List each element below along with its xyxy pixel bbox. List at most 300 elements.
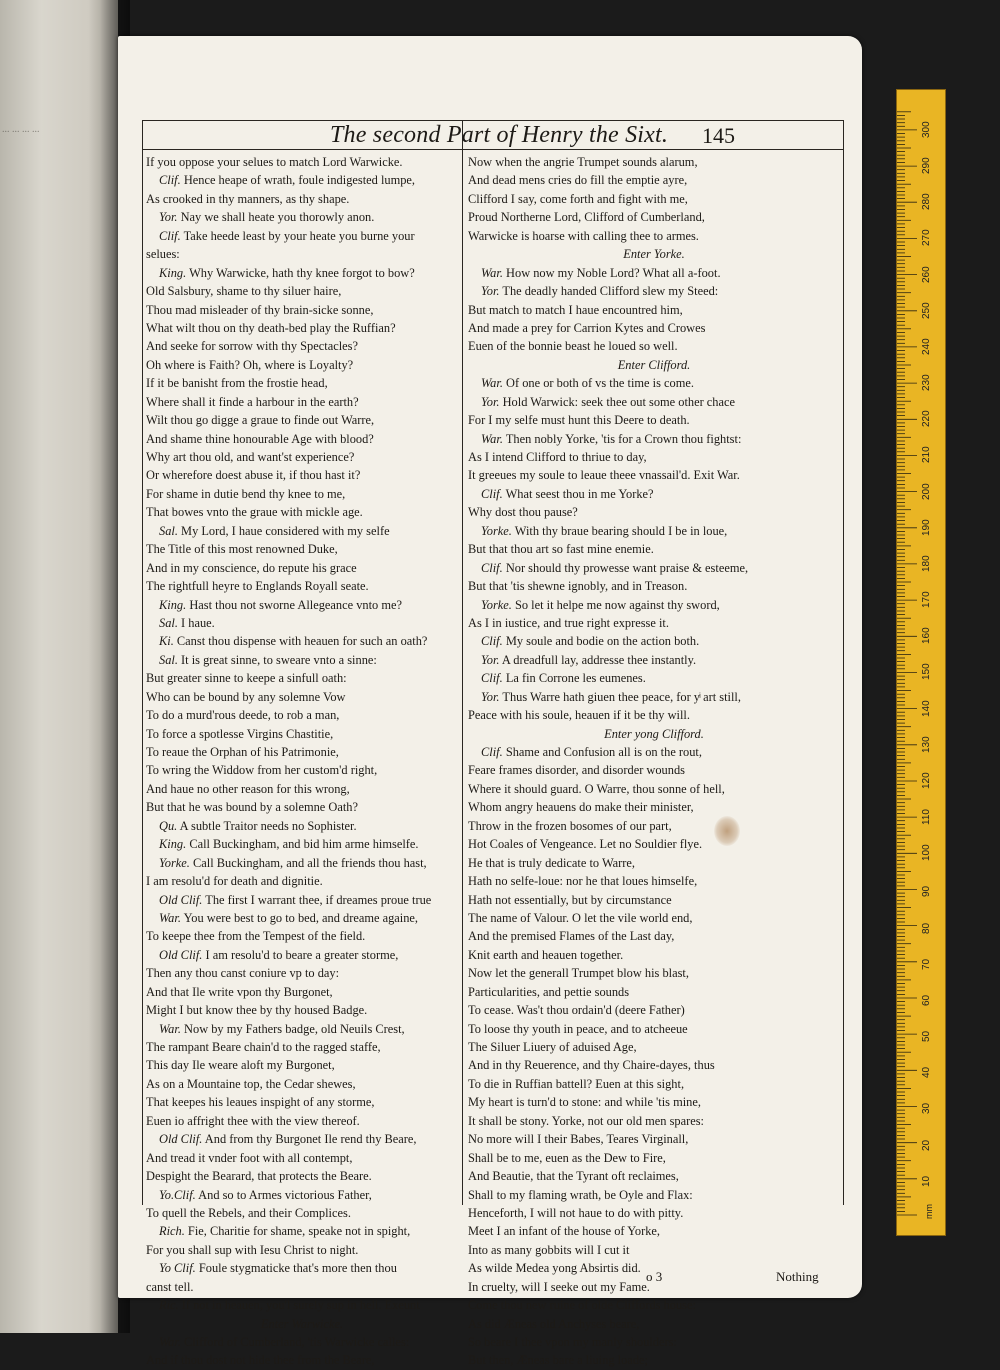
line-text: Thou mad misleader of thy brain-sicke sonne, [146, 302, 374, 317]
speaker-prefix: Clif. [481, 560, 503, 575]
verse-line [146, 264, 458, 282]
verse-line [468, 448, 840, 466]
line-text: He that is truly dedicate to Warre, [468, 855, 636, 870]
speaker-prefix: Clif. [481, 671, 503, 686]
ruler-label: 180 [921, 555, 932, 572]
ruler-label: 250 [921, 302, 932, 319]
speaker-prefix: Qu. [159, 818, 178, 833]
speaker-prefix: Yor. [481, 394, 500, 409]
title-rule [142, 149, 844, 150]
catchword: Nothing [776, 1269, 819, 1284]
verse-line [468, 1186, 840, 1204]
line-text: Clifford of Cumberland, 'tis Warwicke calles: [184, 1335, 410, 1349]
line-text: Knit earth and heauen together. [468, 947, 624, 962]
verse-line [468, 1112, 840, 1130]
verse-line [468, 743, 840, 761]
line-text: Where shall it finde a harbour in the earth? [146, 394, 359, 409]
line-text: And tread it vnder foot with all contempt, [146, 1150, 353, 1165]
verse-line [468, 227, 840, 245]
line-text: Then any thou canst coniure vp to day: [146, 966, 340, 981]
verse-line [146, 171, 458, 189]
line-text: But that he was bound by a solemne Oath? [146, 800, 358, 815]
running-title: The second Part of Henry the Sixt. [330, 122, 669, 148]
line-text: To force a spotlesse Virgins Chastitie, [146, 726, 334, 741]
verse-line [468, 891, 840, 909]
line-text: Or wherefore doest abuse it, if thou hast it? [146, 468, 361, 483]
speaker-prefix: King. [159, 597, 187, 612]
line-text: canst tell. [146, 1279, 194, 1294]
ruler-label: 80 [921, 922, 932, 934]
ruler-label: 230 [921, 374, 932, 392]
line-text: And haue no other reason for this wrong, [146, 781, 350, 796]
verse-line [146, 227, 458, 245]
line-text: I am resolu'd for death and dignitie. [146, 874, 323, 889]
verse-line [146, 393, 458, 411]
verse-line [468, 319, 840, 337]
facing-page-bleed-text: ... ... ... ... [2, 124, 40, 135]
line-text: Feare frames disorder, and disorder wounds [468, 763, 685, 778]
line-text: That bowes vnto the graue with mickle age. [146, 505, 363, 520]
speaker-prefix: Yo Clif. [159, 1261, 196, 1276]
ruler-label: 20 [921, 1139, 932, 1151]
verse-line [468, 540, 840, 558]
verse-line [146, 614, 458, 632]
verse-line [468, 983, 840, 1001]
line-text: Whom angry heauens do make their minister, [468, 800, 694, 815]
line-text: And that Ile write vpon thy Burgonet, [146, 984, 333, 999]
line-text: Shall be to me, euen as the Dew to Fire, [468, 1150, 666, 1165]
line-text: With thy braue bearing should I be in loue, [514, 523, 728, 538]
measuring-ruler [896, 89, 946, 1236]
ruler-label: 200 [921, 482, 932, 500]
speaker-prefix: Clif. [159, 173, 181, 188]
verse-line [146, 1259, 458, 1277]
verse-line [146, 891, 458, 909]
line-text: The rightfull heyre to Englands Royall seate. [146, 579, 369, 594]
verse-line [468, 153, 840, 171]
page-number: 145 [702, 123, 735, 148]
verse-line [468, 1020, 840, 1038]
verse-line [146, 1204, 458, 1222]
line-text: But then, Æneas bare a liuing loade; [468, 1353, 648, 1368]
line-text: As I in iustice, and true right expresse it. [468, 615, 669, 630]
speaker-prefix: War. [481, 265, 503, 280]
verse-line [468, 1001, 840, 1019]
verse-line [146, 1296, 458, 1314]
ruler-label: 160 [921, 627, 932, 645]
line-text: To wring the Widdow from her custom'd right, [146, 763, 378, 778]
verse-line [146, 540, 458, 558]
line-text: To die in Ruffian battell? Euen at this sight, [468, 1076, 685, 1091]
line-text: Old Salsbury, shame to thy siluer haire, [146, 284, 342, 299]
ruler-label: 290 [921, 157, 932, 175]
verse-line [468, 190, 840, 208]
ruler-label: 240 [921, 338, 932, 355]
line-text: My Lord, I haue considered with my selfe [181, 523, 390, 538]
speaker-prefix: Sal. [159, 523, 178, 538]
verse-line [146, 632, 458, 650]
line-text: And so to Armes victorious Father, [198, 1187, 372, 1202]
line-text: What seest thou in me Yorke? [505, 486, 654, 501]
line-text: The Siluer Liuery of aduised Age, [468, 1040, 637, 1054]
verse-line [468, 1075, 840, 1093]
ruler-label: 140 [921, 699, 932, 717]
line-text: How now my Noble Lord? What all a-foot. [506, 265, 721, 280]
verse-line [146, 1001, 458, 1019]
ruler-label: 300 [921, 121, 932, 138]
speaker-prefix: Clif. [481, 745, 503, 759]
right-text-column [468, 153, 840, 1370]
line-text: And in my conscience, do repute his grace [146, 560, 357, 575]
verse-line [146, 983, 458, 1001]
line-text: Hold Warwick: seek thee out some other chace [502, 394, 735, 409]
ruler-label: 280 [921, 193, 932, 211]
verse-line [146, 1038, 458, 1056]
line-text: But that thou art so fast mine enemie. [468, 542, 654, 557]
ruler-label: 110 [921, 809, 932, 826]
ruler-label: 40 [921, 1067, 932, 1079]
line-text: To quell the Rebels, and their Complices. [146, 1205, 351, 1220]
verse-line [468, 1241, 840, 1259]
line-text: And seeke for sorrow with thy Spectacles? [146, 339, 358, 354]
line-text: Thus Warre hath giuen thee peace, for yͥ art still, [502, 689, 741, 704]
verse-line [146, 319, 458, 337]
ruler-label: 50 [921, 1031, 932, 1043]
verse-line [468, 1149, 840, 1167]
ruler-label: 60 [921, 994, 932, 1006]
speaker-prefix: Yor. [481, 284, 500, 299]
line-text: To do a murd'rous deede, to rob a man, [146, 708, 340, 723]
line-text: This day Ile weare aloft my Burgonet, [146, 1058, 335, 1073]
ruler-unit: mm [924, 1204, 934, 1219]
line-text: If not in heauen, you'l surely sup in hell. Exeunt [181, 1298, 420, 1313]
stage-direction: Enter Yorke. [623, 247, 685, 262]
verse-line [146, 430, 458, 448]
verse-line [146, 466, 458, 484]
line-text: Why art thou old, and want'st experience? [146, 450, 355, 464]
line-text: Might I but know thee by thy housed Badge. [146, 1003, 368, 1018]
speaker-prefix: Clif. [481, 634, 503, 649]
line-text: If it be banisht from the frostie head, [146, 376, 328, 391]
verse-line [468, 301, 840, 319]
verse-line [146, 909, 458, 927]
line-text: If you oppose your selues to match Lord Warwicke. [146, 155, 403, 169]
line-text: Why dost thou pause? [468, 505, 578, 520]
line-text: A subtle Traitor needs no Sophister. [179, 818, 357, 833]
line-text: To reaue the Orphan of his Patrimonie, [146, 745, 339, 759]
line-text: To cease. Was't thou ordain'd (deere Father) [468, 1003, 685, 1018]
line-text: Now when the angrie Trumpet sounds alarum, [468, 155, 698, 169]
line-text: Who can be bound by any solemne Vow [146, 689, 346, 704]
verse-line [468, 854, 840, 872]
verse-line [146, 301, 458, 319]
verse-line [146, 669, 458, 687]
verse-line [468, 1167, 840, 1185]
ruler-label: 100 [921, 844, 932, 862]
verse-line [146, 946, 458, 964]
verse-line [468, 430, 840, 448]
verse-line [146, 1056, 458, 1074]
verse-line [146, 651, 458, 669]
line-text: Take heede least by your heate you burne your [183, 228, 415, 243]
line-text: Where it should guard. O Warre, thou sonne of hell, [468, 781, 725, 796]
verse-line [468, 411, 840, 429]
verse-line [146, 411, 458, 429]
verse-line [146, 1020, 458, 1038]
verse-line [146, 153, 458, 171]
line-text: Come thou new ruine of olde Cliffords house: [468, 1298, 696, 1313]
verse-line [146, 1167, 458, 1185]
verse-line [468, 1296, 840, 1314]
line-text: So beare I thee vpon my manly shoulders: [468, 1335, 677, 1349]
verse-line [468, 798, 840, 816]
ruler-label: 70 [921, 958, 932, 970]
speaker-prefix: Ki. [159, 634, 174, 649]
verse-line [146, 964, 458, 982]
verse-line [146, 1222, 458, 1240]
speaker-prefix: War. [159, 1021, 181, 1036]
verse-line [468, 706, 840, 724]
line-text: The rampant Beare chain'd to the ragged staffe, [146, 1040, 381, 1054]
line-text: Now by my Fathers badge, old Neuils Crest, [184, 1021, 405, 1036]
line-text: La fin Corrone les eumenes. [505, 671, 646, 686]
line-text: That keepes his leaues inspight of any storme, [146, 1095, 375, 1110]
verse-line [468, 466, 840, 484]
verse-line [146, 743, 458, 761]
frame-rule-right [843, 121, 844, 1205]
verse-line [468, 688, 840, 706]
verse-line [146, 1333, 458, 1351]
line-text: Shall to my flaming wrath, be Oyle and Flax: [468, 1187, 693, 1202]
speaker-prefix: War. [481, 376, 503, 391]
line-text: Euen of the bonnie beast he loued so well. [468, 339, 678, 354]
line-text: I am resolu'd to beare a greater storme, [205, 947, 399, 962]
line-text: It is great sinne, to sweare vnto a sinne: [181, 652, 377, 667]
ruler-label: 120 [921, 772, 932, 789]
line-text: Now let the generall Trumpet blow his blast, [468, 966, 689, 981]
line-text: And shame thine honourable Age with blood? [146, 431, 374, 446]
folio-page [118, 36, 862, 1368]
line-text: It shall be stony. Yorke, not our old men spares: [468, 1113, 704, 1128]
line-text: And if thou dost not hide thee from the Beare, [146, 1353, 375, 1368]
line-text: The deadly handed Clifford slew my Steed: [502, 284, 719, 299]
line-text: And in thy Reuerence, and thy Chaire-dayes, thus [468, 1058, 715, 1073]
speaker-prefix: Clif. [159, 228, 181, 243]
line-text: My heart is turn'd to stone: and while 'tis mine, [468, 1095, 701, 1110]
speaker-prefix: War. [481, 431, 503, 446]
speaker-prefix: Yor. [481, 652, 500, 667]
line-text: For I my selfe must hunt this Deere to death. [468, 413, 690, 428]
verse-line [146, 448, 458, 466]
verse-line [146, 1278, 458, 1296]
line-text: Peace with his soule, heauen if it be thy will. [468, 708, 690, 723]
ruler-label: 130 [921, 736, 932, 753]
line-text: I haue. [181, 615, 215, 630]
line-text: To loose thy youth in peace, and to atcheeue [468, 1021, 688, 1036]
verse-line [146, 1241, 458, 1259]
verse-line [468, 632, 840, 650]
text-frame [142, 120, 844, 1368]
line-text: And Beautie, that the Tyrant oft reclaimes, [468, 1169, 679, 1184]
verse-line [468, 669, 840, 687]
verse-line [146, 559, 458, 577]
stage-direction: Enter Warwicke. [260, 1316, 344, 1331]
speaker-prefix: Yor. [481, 689, 500, 704]
ruler-label: 10 [921, 1175, 932, 1187]
verse-line [468, 835, 840, 853]
verse-line [146, 208, 458, 226]
verse-line [146, 688, 458, 706]
verse-line [146, 761, 458, 779]
verse-line [146, 596, 458, 614]
ruler-label: 270 [921, 229, 932, 247]
line-text: Then nobly Yorke, 'tis for a Crown thou fightst: [505, 431, 742, 446]
line-text: So let it helpe me now against thy sword, [514, 597, 720, 612]
line-text: In cruelty, will I seeke out my Fame. [468, 1279, 650, 1294]
verse-line [146, 725, 458, 743]
verse-line [146, 485, 458, 503]
line-text: To keepe thee from the Tempest of the field. [146, 929, 366, 944]
verse-line [468, 374, 840, 392]
verse-line [146, 798, 458, 816]
line-text: Why Warwicke, hath thy knee forgot to bow? [189, 265, 415, 280]
verse-line [146, 1130, 458, 1148]
line-text: You were best to go to bed, and dreame againe, [183, 910, 419, 925]
verse-line [468, 393, 840, 411]
line-text: Particularities, and pettie sounds [468, 984, 630, 999]
line-text: A dreadfull lay, addresse thee instantly. [501, 652, 697, 667]
line-text: For you shall sup with Iesu Christ to night. [146, 1242, 359, 1257]
line-text: But match to match I haue encountred him, [468, 302, 683, 317]
verse-line [468, 1056, 840, 1074]
verse-line [468, 577, 840, 595]
speaker-prefix: Rich. [159, 1224, 185, 1239]
verse-line [146, 1149, 458, 1167]
speaker-prefix: Ric. [159, 1298, 179, 1313]
speaker-prefix: War. [159, 910, 181, 925]
verse-line [146, 1112, 458, 1130]
verse-line [468, 909, 840, 927]
line-text: Hot Coales of Vengeance. Let no Souldier flye. [468, 837, 703, 852]
verse-line [146, 356, 458, 374]
ruler-label: 220 [921, 410, 932, 428]
speaker-prefix: Yor. [159, 210, 178, 225]
verse-line [468, 872, 840, 890]
ruler-label: 170 [921, 591, 932, 609]
line-text: As did Æneas old Anchyses beare, [468, 1316, 640, 1331]
verse-line [468, 337, 840, 355]
line-text: And the premised Flames of the Last day, [468, 929, 675, 944]
line-text: Hast thou not sworne Allegeance vnto me? [189, 597, 402, 612]
verse-line [146, 854, 458, 872]
verse-line [468, 208, 840, 226]
line-text: Warwicke is hoarse with calling thee to armes. [468, 228, 699, 243]
verse-line [468, 927, 840, 945]
line-text: And dead mens cries do fill the emptie ayre, [468, 173, 688, 188]
line-text: Oh where is Faith? Oh, where is Loyalty? [146, 357, 354, 372]
speaker-prefix: Old Clif. [159, 1132, 203, 1147]
verse-line [468, 1222, 840, 1240]
line-text: No more will I their Babes, Teares Virginall, [468, 1132, 689, 1147]
verse-line [146, 1186, 458, 1204]
line-text: Hath not essentially, but by circumstance [468, 892, 672, 907]
verse-line [468, 761, 840, 779]
line-text: Shame and Confusion all is on the rout, [505, 745, 702, 759]
line-text: Clifford I say, come forth and fight with me, [468, 191, 688, 206]
verse-line [468, 596, 840, 614]
verse-line [468, 817, 840, 835]
speaker-prefix: Sal. [159, 615, 178, 630]
ruler-label: 260 [921, 265, 932, 283]
line-text: Throw in the frozen bosomes of our part, [468, 818, 672, 833]
speaker-prefix: Clif. [481, 486, 503, 501]
line-text: Hath no selfe-loue: nor he that loues himselfe, [468, 874, 698, 889]
verse-line [146, 1093, 458, 1111]
verse-line [468, 559, 840, 577]
line-text: Call Buckingham, and bid him arme himselfe. [189, 837, 419, 852]
frame-rule-left [142, 121, 143, 1205]
verse-line [146, 1351, 458, 1369]
speaker-prefix: Yo.Clif. [159, 1187, 196, 1202]
signature-mark: o 3 [646, 1269, 663, 1284]
verse-line [146, 282, 458, 300]
speaker-prefix: Old Clif. [159, 892, 203, 907]
verse-line [146, 245, 458, 263]
line-text: Hence heape of wrath, foule indigested lumpe, [183, 173, 416, 188]
column-divider [462, 121, 463, 1205]
verse-line [468, 1130, 840, 1148]
speaker-prefix: War. [159, 1335, 181, 1349]
verse-line [468, 485, 840, 503]
line-text: For shame in dutie bend thy knee to me, [146, 486, 346, 501]
line-text: As crooked in thy manners, as thy shape. [146, 191, 350, 206]
line-text: Call Buckingham, and all the friends thou hast, [192, 855, 427, 870]
ruler-label: 150 [921, 663, 932, 681]
ruler-label: 210 [921, 446, 932, 464]
verse-line [468, 780, 840, 798]
line-text: Canst thou dispense with heauen for such an oath? [176, 634, 428, 649]
verse-line [468, 964, 840, 982]
verse-line [146, 577, 458, 595]
line-text: But greater sinne to keepe a sinfull oath: [146, 671, 347, 686]
line-text: Despight the Bearard, that protects the Beare. [146, 1169, 372, 1184]
line-text: Of one or both of vs the time is come. [506, 376, 694, 391]
speaker-prefix: Yorke. [481, 597, 512, 612]
line-text: But that 'tis shewne ignobly, and in Treason. [468, 579, 688, 594]
verse-line [146, 872, 458, 890]
line-text: My soule and bodie on the action both. [505, 634, 700, 649]
line-text: And made a prey for Carrion Kytes and Crowes [468, 320, 706, 335]
verse-line [146, 817, 458, 835]
line-text: As wilde Medea yong Absirtis did. [468, 1261, 641, 1276]
paper-stain [714, 816, 740, 846]
stage-direction: Enter Clifford. [617, 357, 691, 372]
verse-line [146, 190, 458, 208]
speaker-prefix: Yorke. [481, 523, 512, 538]
speaker-prefix: Sal. [159, 652, 178, 667]
verse-line [468, 522, 840, 540]
stage-direction: Enter yong Clifford. [604, 726, 704, 741]
ruler-label: 190 [921, 519, 932, 536]
line-text: Henceforth, I will not haue to do with pitty. [468, 1205, 684, 1220]
verse-line [468, 264, 840, 282]
verse-line [468, 171, 840, 189]
line-text: Nor should thy prowesse want praise & esteeme, [505, 560, 749, 575]
speaker-prefix: King. [159, 265, 187, 280]
speaker-prefix: Yorke. [159, 855, 190, 870]
ruler-label: 30 [921, 1103, 932, 1115]
verse-line [468, 1204, 840, 1222]
